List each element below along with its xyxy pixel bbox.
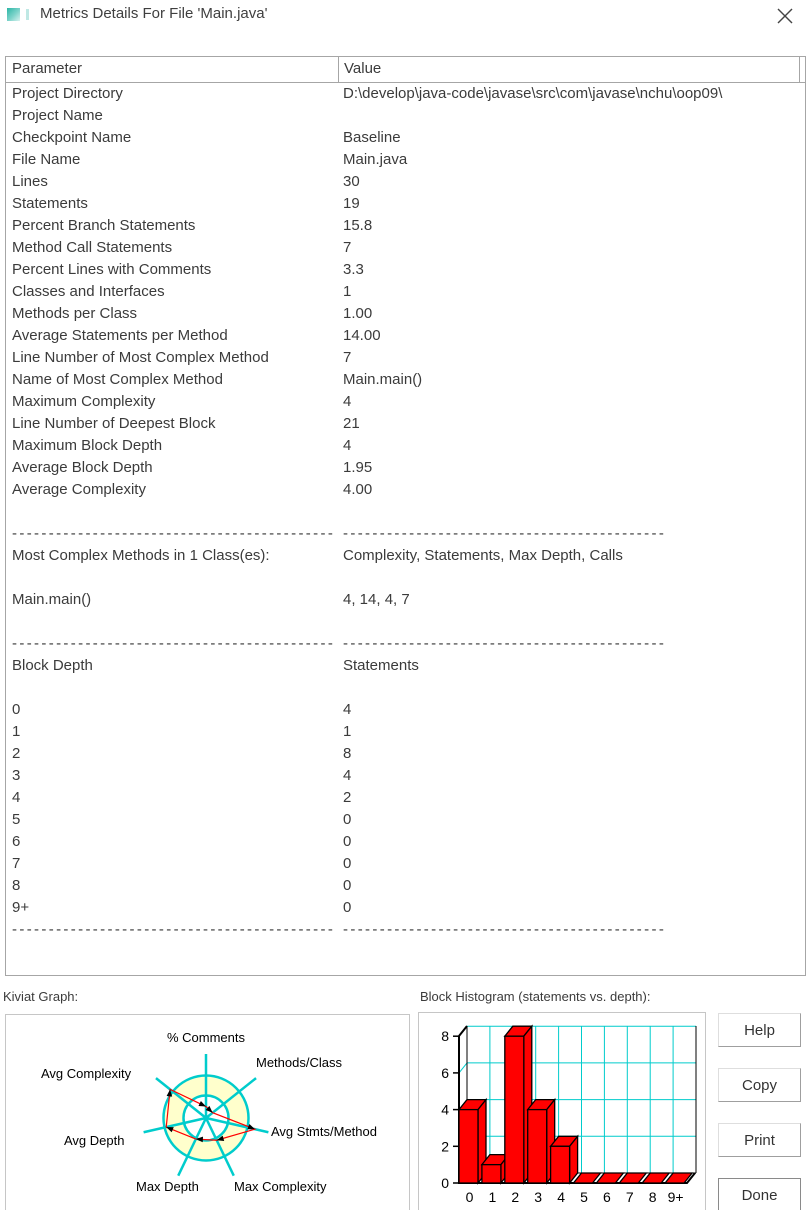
table-row bbox=[6, 347, 805, 369]
param-cell: Block Depth bbox=[12, 657, 93, 674]
value-cell: 19 bbox=[343, 195, 360, 212]
histogram-bar bbox=[551, 1146, 570, 1183]
histogram-x-tick-label: 4 bbox=[557, 1189, 565, 1205]
value-cell: 0 bbox=[343, 833, 352, 850]
param-cell: 1 bbox=[12, 723, 21, 740]
app-icon-sliver bbox=[26, 9, 29, 20]
value-cell: D:\develop\java-code\javase\src\com\javase\nchu\oop09\ bbox=[343, 85, 723, 102]
value-cell: 4 bbox=[343, 393, 352, 410]
value-cell: Complexity, Statements, Max Depth, Calls bbox=[343, 547, 623, 564]
table-row bbox=[6, 413, 805, 435]
kiviat-axis-label: Avg Complexity bbox=[41, 1066, 132, 1081]
param-cell bbox=[6, 611, 338, 633]
table-row bbox=[6, 523, 805, 545]
table-row bbox=[6, 325, 805, 347]
block-histogram-panel bbox=[418, 1012, 706, 1210]
table-row bbox=[6, 457, 805, 479]
value-cell: Statements bbox=[343, 657, 419, 674]
param-cell: Average Complexity bbox=[12, 481, 146, 498]
copy-button[interactable]: Copy bbox=[718, 1068, 801, 1102]
param-cell: Statements bbox=[12, 195, 88, 212]
param-cell: Average Block Depth bbox=[12, 459, 153, 476]
table-row bbox=[6, 677, 805, 699]
param-cell: 7 bbox=[12, 855, 21, 872]
histogram-y-tick-label: 0 bbox=[441, 1175, 449, 1191]
kiviat-axis-label: % Comments bbox=[166, 1030, 246, 1045]
param-cell: Maximum Complexity bbox=[12, 393, 156, 410]
histogram-x-tick-label: 5 bbox=[580, 1189, 588, 1205]
param-cell: Name of Most Complex Method bbox=[12, 371, 223, 388]
table-row bbox=[6, 435, 805, 457]
close-button[interactable] bbox=[773, 4, 797, 28]
histogram-zero-bar bbox=[642, 1173, 669, 1183]
value-cell: 8 bbox=[343, 745, 352, 762]
param-cell: Methods per Class bbox=[12, 305, 138, 322]
value-cell: 14.00 bbox=[343, 327, 381, 344]
table-row bbox=[6, 237, 805, 259]
value-cell bbox=[338, 501, 805, 523]
table-row bbox=[6, 633, 805, 655]
value-cell: Main.java bbox=[343, 151, 408, 168]
table-row bbox=[6, 611, 805, 633]
table-row bbox=[6, 743, 805, 765]
histogram-x-tick-label: 6 bbox=[603, 1189, 611, 1205]
param-cell: -------------------------------------------- bbox=[12, 525, 336, 542]
histogram-x-tick-label: 7 bbox=[625, 1189, 634, 1205]
window-title: Metrics Details For File 'Main.java' bbox=[40, 5, 268, 22]
param-cell: Maximum Block Depth bbox=[12, 437, 163, 454]
histogram-y-tick-label: 8 bbox=[441, 1028, 449, 1045]
param-cell: 0 bbox=[12, 701, 21, 718]
value-cell: 15.8 bbox=[343, 217, 373, 234]
value-cell: 1.95 bbox=[343, 459, 373, 476]
param-cell bbox=[6, 677, 338, 699]
param-cell: -------------------------------------------- bbox=[12, 635, 336, 652]
histogram-zero-bar bbox=[619, 1173, 646, 1183]
print-button[interactable]: Print bbox=[718, 1123, 801, 1157]
param-cell: 8 bbox=[12, 877, 21, 894]
histogram-bar bbox=[528, 1110, 547, 1183]
histogram-x-tick-label: 2 bbox=[511, 1189, 520, 1205]
table-row bbox=[6, 655, 805, 677]
value-cell: -------------------------------------------- bbox=[343, 525, 667, 542]
table-row bbox=[6, 897, 805, 919]
block-histogram-label: Block Histogram (statements vs. depth): bbox=[420, 989, 651, 1004]
histogram-zero-bar bbox=[574, 1173, 601, 1183]
table-row bbox=[6, 83, 805, 105]
done-button[interactable]: Done bbox=[718, 1178, 801, 1210]
value-cell bbox=[338, 677, 805, 699]
histogram-x-tick-label: 8 bbox=[648, 1189, 657, 1205]
histogram-x-tick-label: 0 bbox=[465, 1189, 474, 1205]
value-cell bbox=[338, 567, 805, 589]
table-row bbox=[6, 831, 805, 853]
value-cell: 7 bbox=[343, 349, 352, 366]
metrics-table bbox=[5, 56, 806, 976]
param-cell: Average Statements per Method bbox=[12, 327, 228, 344]
param-cell: 9+ bbox=[12, 899, 30, 916]
table-row bbox=[6, 479, 805, 501]
param-cell: Method Call Statements bbox=[12, 239, 173, 256]
param-cell bbox=[6, 567, 338, 589]
value-cell: 0 bbox=[343, 855, 352, 872]
value-cell: -------------------------------------------- bbox=[343, 921, 667, 938]
kiviat-axis-label: Max Depth bbox=[136, 1179, 199, 1194]
param-cell: Lines bbox=[12, 173, 48, 190]
value-cell: 3.3 bbox=[343, 261, 364, 278]
table-row bbox=[6, 809, 805, 831]
table-header-row bbox=[6, 57, 805, 83]
table-row bbox=[6, 127, 805, 149]
table-row bbox=[6, 787, 805, 809]
table-row bbox=[6, 259, 805, 281]
value-cell: 0 bbox=[343, 899, 352, 916]
column-header-parameter[interactable]: Parameter bbox=[12, 60, 83, 77]
value-cell: 21 bbox=[343, 415, 360, 432]
table-row bbox=[6, 171, 805, 193]
kiviat-axis-label: Avg Depth bbox=[64, 1133, 125, 1148]
table-row bbox=[6, 545, 805, 567]
table-row bbox=[6, 721, 805, 743]
histogram-x-tick-label: 3 bbox=[534, 1189, 543, 1205]
histogram-x-tick-label: 1 bbox=[488, 1189, 497, 1205]
value-cell: 30 bbox=[343, 173, 360, 190]
value-cell: 1.00 bbox=[343, 305, 373, 322]
close-x-icon bbox=[773, 4, 797, 28]
param-cell: Percent Lines with Comments bbox=[12, 261, 212, 278]
table-row bbox=[6, 105, 805, 127]
value-cell: Main.main() bbox=[343, 371, 423, 388]
table-row bbox=[6, 875, 805, 897]
table-row bbox=[6, 281, 805, 303]
table-row bbox=[6, 215, 805, 237]
value-cell: 1 bbox=[343, 283, 352, 300]
histogram-y-tick-label: 2 bbox=[441, 1138, 449, 1155]
param-cell: 4 bbox=[12, 789, 21, 806]
value-cell: 4.00 bbox=[343, 481, 373, 498]
histogram-y-tick-label: 6 bbox=[441, 1064, 449, 1081]
value-cell: 4 bbox=[343, 767, 352, 784]
value-cell: 7 bbox=[343, 239, 352, 256]
param-cell: Line Number of Deepest Block bbox=[12, 415, 216, 432]
help-button[interactable]: Help bbox=[718, 1013, 801, 1047]
histogram-zero-bar bbox=[596, 1173, 623, 1183]
kiviat-axis-label: Max Complexity bbox=[234, 1179, 327, 1194]
param-cell bbox=[6, 501, 338, 523]
value-cell: 4 bbox=[343, 701, 352, 718]
table-row bbox=[6, 589, 805, 611]
kiviat-axis-label: Methods/Class bbox=[256, 1055, 342, 1070]
block-histogram-svg bbox=[419, 1013, 705, 1210]
app-icon bbox=[7, 8, 20, 21]
table-row bbox=[6, 501, 805, 523]
value-cell: 0 bbox=[343, 877, 352, 894]
value-cell: -------------------------------------------- bbox=[343, 635, 667, 652]
table-row bbox=[6, 303, 805, 325]
table-row bbox=[6, 699, 805, 721]
histogram-y-tick-label: 4 bbox=[441, 1101, 449, 1118]
kiviat-graph-label: Kiviat Graph: bbox=[3, 989, 79, 1004]
param-cell: Classes and Interfaces bbox=[12, 283, 165, 300]
column-header-stub bbox=[799, 57, 805, 82]
table-row bbox=[6, 149, 805, 171]
param-cell: 5 bbox=[12, 811, 21, 828]
value-cell: 2 bbox=[343, 789, 352, 806]
param-cell: 2 bbox=[12, 745, 21, 762]
param-cell: Most Complex Methods in 1 Class(es): bbox=[12, 547, 270, 564]
param-cell: File Name bbox=[12, 151, 81, 168]
table-row bbox=[6, 193, 805, 215]
value-cell: 4, 14, 4, 7 bbox=[343, 591, 410, 608]
histogram-x-tick-label: 9+ bbox=[667, 1189, 684, 1205]
titlebar bbox=[0, 0, 810, 30]
table-row bbox=[6, 919, 805, 941]
param-cell: 3 bbox=[12, 767, 21, 784]
param-cell: Project Name bbox=[12, 107, 103, 124]
param-cell: Project Directory bbox=[12, 85, 123, 102]
param-cell: Percent Branch Statements bbox=[12, 217, 196, 234]
histogram-bar bbox=[482, 1165, 501, 1183]
kiviat-graph-panel bbox=[5, 1014, 410, 1210]
value-cell: 0 bbox=[343, 811, 352, 828]
table-row bbox=[6, 765, 805, 787]
value-cell: Baseline bbox=[343, 129, 401, 146]
param-cell: Line Number of Most Complex Method bbox=[12, 349, 269, 366]
histogram-bar bbox=[459, 1110, 478, 1183]
kiviat-graph-svg bbox=[6, 1015, 409, 1210]
value-cell: 1 bbox=[343, 723, 352, 740]
kiviat-axis-label: Avg Stmts/Method bbox=[271, 1124, 377, 1139]
histogram-bar bbox=[505, 1036, 524, 1183]
param-cell: 6 bbox=[12, 833, 21, 850]
param-cell: -------------------------------------------- bbox=[12, 921, 336, 938]
param-cell: Checkpoint Name bbox=[12, 129, 132, 146]
table-row bbox=[6, 391, 805, 413]
value-cell bbox=[338, 105, 805, 127]
histogram-grid-connector bbox=[459, 1063, 467, 1073]
param-cell: Main.main() bbox=[12, 591, 92, 608]
value-cell: 4 bbox=[343, 437, 352, 454]
table-row bbox=[6, 369, 805, 391]
table-row bbox=[6, 567, 805, 589]
metrics-rows bbox=[6, 83, 805, 941]
table-row bbox=[6, 853, 805, 875]
value-cell bbox=[338, 611, 805, 633]
column-header-value[interactable]: Value bbox=[338, 57, 799, 82]
